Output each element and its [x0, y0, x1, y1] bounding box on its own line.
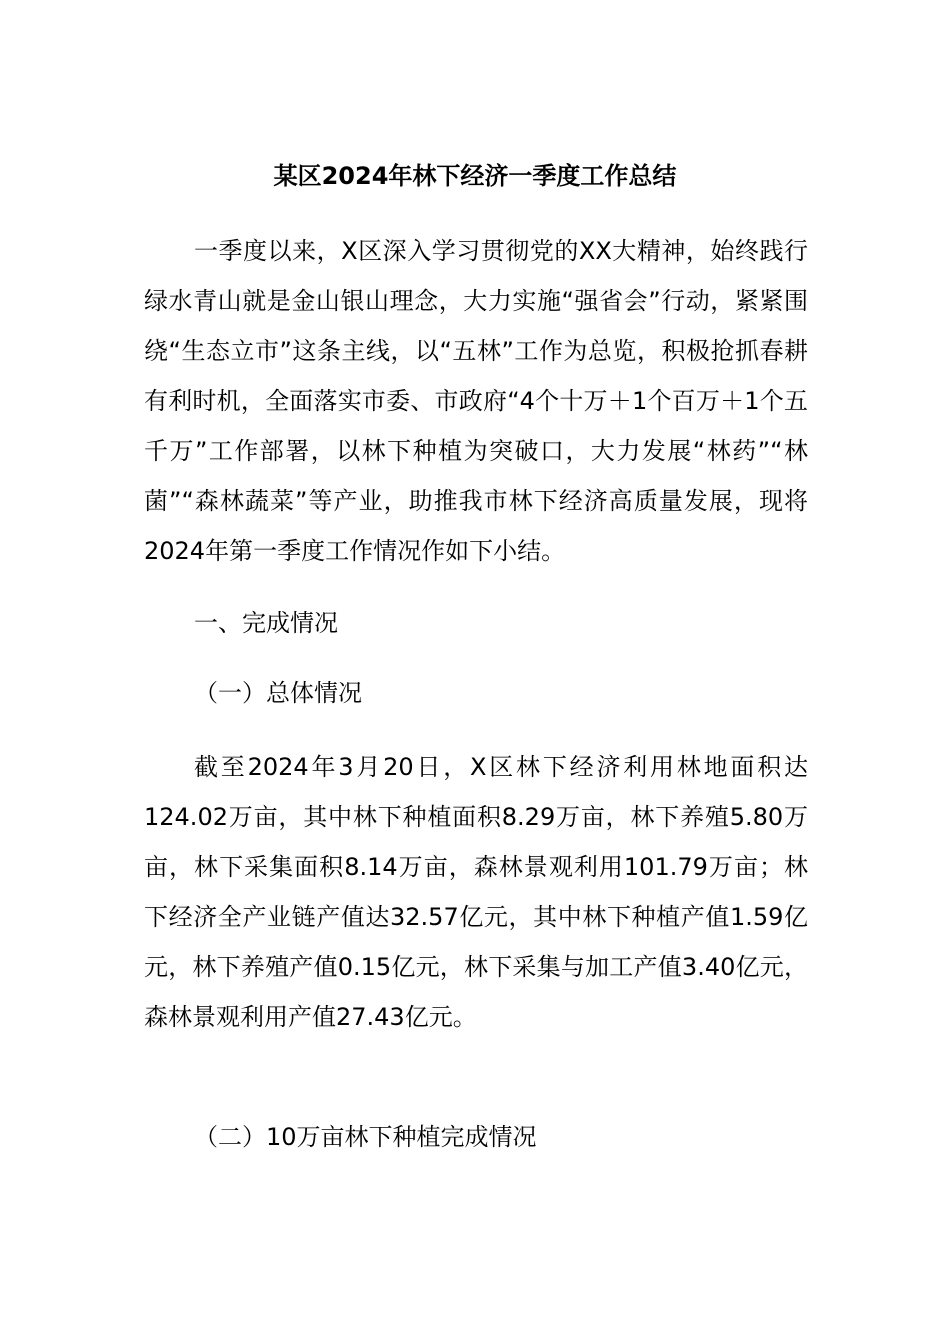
section-heading-completion: 一、完成情况	[194, 609, 338, 637]
document-title: 某区2024年林下经济一季度工作总结	[273, 162, 677, 190]
overall-paragraph: 截至2024年3月20日，X区林下经济利用林地面积达124.02万亩，其中林下种植面积8.29万亩，林下养殖5.80万亩，林下采集面积8.14万亩，森林景观利用101.79万亩；林下经济全产业链产值达32.57亿元，其中林下种植产值1.59亿元，林下养殖产值0.15亿元，林下采集与加工产值3.40亿元，森林景观利用产值27.43亿元。	[144, 753, 808, 1031]
intro-paragraph: 一季度以来，X区深入学习贯彻党的XX大精神，始终践行绿水青山就是金山银山理念，大力实施“强省会”行动，紧紧围绕“生态立市”这条主线，以“五林”工作为总览，积极抢抓春耕有利时机，全面落实市委、市政府“4个十万＋1个百万＋1个五千万”工作部署，以林下种植为突破口，大力发展“林药”“林菌”“森林蔬菜”等产业，助推我市林下经济高质量发展，现将2024年第一季度工作情况作如下小结。	[144, 237, 808, 565]
subsection-heading-planting: （二）10万亩林下种植完成情况	[194, 1123, 537, 1151]
subsection-heading-overall: （一）总体情况	[194, 679, 362, 707]
